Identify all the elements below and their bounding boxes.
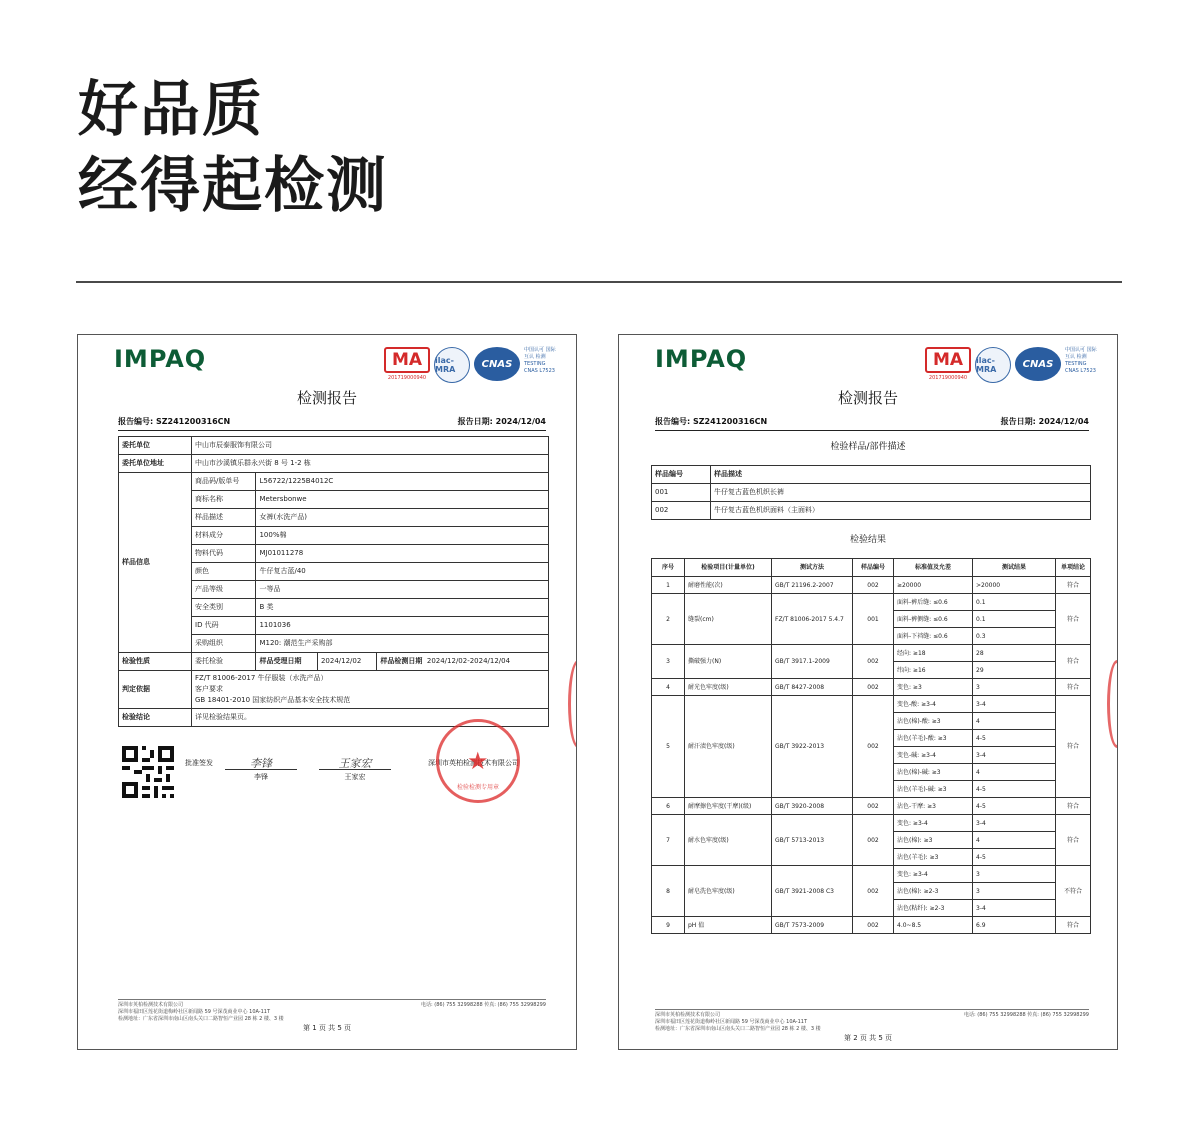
table-row: 9 pH 值 GB/T 7573-2009 002 4.0~8.5 6.9 符合 [652,917,1091,934]
table-row: 002 牛仔复古蓝色机织面料（主面料） [652,502,1091,520]
table-row: 沾色(粘纤): ≥2-3 3-4 [652,900,1091,917]
table-row: 3 撕破强力(N) GB/T 3917.1-2009 002 经向: ≥18 28 符合 [652,645,1091,662]
cnas-text: 中国认可 国际互认 检测 TESTING CNAS L7523 [524,347,556,374]
table-row: 沾色(棉)-酸: ≥3 4 [652,713,1091,730]
page-footer: 深圳市英柏检测技术有限公司 深圳市福田区莲花街道梅岭社区新闻路 59 号深茂商业中心 10A-11T 检测地址：广东省深圳市南山区南头关口二路智恒产业园 28 栋 2 楼、3 楼 电话: (86) 755 32998288 传真: (86) 755 32998299 [655,1009,1089,1033]
cnas-icon: CNAS [1015,347,1061,381]
impaq-logo: IMPAQ [655,345,748,373]
doc-title: 检测报告 [837,389,898,407]
sample-section-title: 检验样品/部件描述 [830,442,906,452]
table-row: 7 耐水色牢度(级) GB/T 5713-2013 002 变色: ≥3-4 3-4 符合 [652,815,1091,832]
result-section-title: 检验结果 [849,535,886,545]
table-row: 颜色 牛仔复古蓝/40 [119,563,549,581]
divider [76,281,1122,283]
table-row: 4 耐光色牢度(级) GB/T 8427-2008 002 变色: ≥3 3 符合 [652,679,1091,696]
report-date: 报告日期: 2024/12/04 [1000,417,1089,426]
table-row: 面料-裤侧缝: ≤0.6 0.1 [652,611,1091,628]
headline-line-2: 经得起检测 [78,151,388,221]
cma-mark-icon: MA 201719000940 [384,347,430,381]
doc-title: 检测报告 [296,389,357,407]
report-number: 报告编号: SZ241200316CN [118,417,231,426]
certification-marks [384,347,558,383]
table-row: 沾色(棉): ≥3 4 [652,832,1091,849]
report-date: 报告日期: 2024/12/04 [457,417,546,426]
table-row: 样品编号 样品描述 [652,466,1091,484]
sample-table [651,465,1091,520]
table-row: 001 牛仔复古蓝色机织长裤 [652,484,1091,502]
table-row: 面料-下裆缝: ≤0.6 0.3 [652,628,1091,645]
table-row: 采购组织 M120: 潮范生产采购部 [119,635,549,653]
page-footer: 深圳市英柏检测技术有限公司 深圳市福田区莲花街道梅岭社区新闻路 59 号深茂商业中心 10A-11T 检测地址：广东省深圳市南山区南头关口二路智恒产业园 28 栋 2 楼、3 楼 电话: (86) 755 32998288 传真: (86) 755 32998299 [118,999,546,1023]
signer-2-name: 王家宏 [344,773,366,781]
report-summary-table [118,436,549,727]
report-info-row [655,416,1089,431]
table-row: 物料代码 MJ01011278 [119,545,549,563]
table-row: 5 耐汗渍色牢度(级) GB/T 3922-2013 002 变色-酸: ≥3-4 3-4 符合 [652,696,1091,713]
impaq-logo: IMPAQ [114,345,207,373]
table-row: 沾色(羊毛)-碱: ≥3 4-5 [652,781,1091,798]
page-number: 第 1 页 共 5 页 [302,1024,352,1032]
table-row: 商标名称 Metersbonwe [119,491,549,509]
table-row: 检验结论 详见检验结果页。 [119,709,549,727]
table-row: 委托单位地址 中山市沙溪镇乐群永兴街 8 号 1-2 栋 [119,455,549,473]
company-name: 深圳市英柏检测技术有限公司 [428,759,519,767]
headline-line-1: 好品质 [78,75,264,145]
table-row: 沾色(棉)-碱: ≥3 4 [652,764,1091,781]
report-page-1 [77,334,577,1050]
table-row: 8 耐皂洗色牢度(级) GB/T 3921-2008 C3 002 变色: ≥3-4 3 不符合 [652,866,1091,883]
seam-stamp-icon [1107,660,1118,748]
table-row: 沾色(棉): ≥2-3 3 [652,883,1091,900]
cnas-text: 中国认可 国际互认 检测 TESTING CNAS L7523 [1065,347,1097,374]
table-row: 委托单位 中山市辰泰服饰有限公司 [119,437,549,455]
table-row: 2 缝裂(cm) FZ/T 81006-2017 5.4.7 001 面料-裤后缝: ≤0.6 0.1 符合 [652,594,1091,611]
table-header-row: 序号 检验项目(计量单位) 测试方法 样品编号 标准值及允差 测试结果 单项结论 [652,559,1091,577]
report-number: 报告编号: SZ241200316CN [655,417,768,426]
report-page-2 [618,334,1118,1050]
signer-1-name: 李锋 [254,773,268,781]
table-row: 检验性质 委托检验 样品受理日期 2024/12/02 样品检测日期 2024/12/02-2024/12/04 [119,653,549,671]
result-table [651,558,1091,934]
table-row: 样品信息 商品码/版单号 L56722/1225B4012C [119,473,549,491]
table-row: 材料成分 100%棉 [119,527,549,545]
signature-1: 李锋 [225,755,297,770]
table-row: 变色-碱: ≥3-4 3-4 [652,747,1091,764]
table-row: 样品描述 女裤(水洗产品) [119,509,549,527]
table-row: 沾色(羊毛)-酸: ≥3 4-5 [652,730,1091,747]
cma-mark-icon: MA 201719000940 [925,347,971,381]
official-stamp-icon: ★ 检验检测专用章 [436,719,520,803]
table-row: 产品等级 一等品 [119,581,549,599]
signature-2: 王家宏 [319,755,391,770]
report-info-row [118,416,546,431]
table-row: 沾色(羊毛): ≥3 4-5 [652,849,1091,866]
headline [78,72,388,224]
certification-marks [925,347,1099,383]
seam-stamp-icon [568,660,577,748]
table-row: 1 耐磨性能(次) GB/T 21196.2-2007 002 ≥20000 >20000 符合 [652,577,1091,594]
table-row: ID 代码 1101036 [119,617,549,635]
table-row: 6 耐摩擦色牢度(干摩)(级) GB/T 3920-2008 002 沾色-干摩: ≥3 4-5 符合 [652,798,1091,815]
table-row: 安全类别 B 类 [119,599,549,617]
ilac-mra-icon: ilac-MRA [434,347,470,383]
ilac-mra-icon: ilac-MRA [975,347,1011,383]
cnas-icon: CNAS [474,347,520,381]
qr-code-icon [122,746,174,798]
approve-label: 批准签发 [185,759,213,767]
table-row: 纬向: ≥16 29 [652,662,1091,679]
page-number: 第 2 页 共 5 页 [843,1034,893,1042]
table-row: 判定依据 FZ/T 81006-2017 牛仔服装（水洗产品） 客户要求 GB 18401-2010 国家纺织产品基本安全技术规范 [119,671,549,709]
